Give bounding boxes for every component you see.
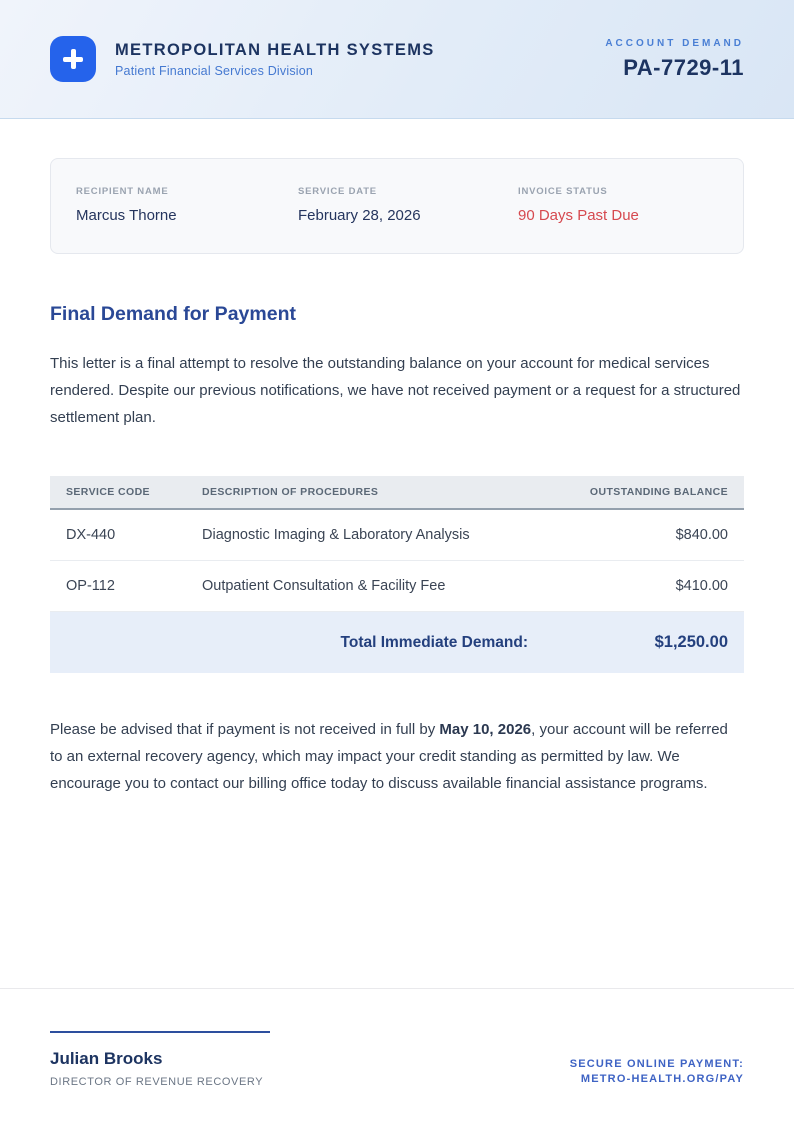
service-date-label: SERVICE DATE [298,186,377,197]
brand-name: METROPOLITAN HEALTH SYSTEMS [115,40,435,59]
signature-block [50,989,270,1088]
outstanding-amount: $410.00 [675,578,728,594]
signer-name: Julian Brooks [50,1049,163,1068]
outstanding-amount: $840.00 [675,527,728,543]
payment-info-block [570,1057,744,1088]
table-header-row [50,476,744,510]
footer-content [50,989,744,1088]
notice-text-after: , your account will be referred to an external recovery agency, which may impact your credit standing as permitted by law. We encourage you to contact our billing office today to discuss available financial assistance programs. [50,721,728,792]
account-demand-label: ACCOUNT DEMAND [605,37,744,49]
brand-text [115,41,435,78]
col-header-balance: OUTSTANDING BALANCE [589,486,728,498]
invoice-status-label: INVOICE STATUS [518,186,608,197]
signature-line [50,1031,270,1033]
invoice-status-field [518,186,718,224]
total-amount: $1,250.00 [654,633,728,651]
service-date-field [298,186,518,224]
account-number: PA-7729-11 [623,54,744,80]
status-badge: 90 Days Past Due [518,207,639,224]
col-header-service-code: SERVICE CODE [66,486,150,498]
recipient-name: Marcus Thorne [76,207,177,224]
summary-card [50,158,744,254]
table-row [50,510,744,561]
service-code: DX-440 [66,527,116,543]
brand-subtitle: Patient Financial Services Division [115,63,314,78]
total-label: Total Immediate Demand: [340,633,528,651]
notice-paragraph [50,716,744,797]
col-header-description: DESCRIPTION OF PROCEDURES [202,486,379,498]
intro-paragraph: This letter is a final attempt to resolve the outstanding balance on your account for medical services rendered. Despite our previous notifications, we have not received payment or a request for a structured settlement plan. [50,355,741,426]
payment-label: SECURE ONLINE PAYMENT: [569,1058,744,1070]
payment-url: METRO-HEALTH.ORG/PAY [580,1073,744,1085]
letterhead [0,0,794,119]
signer-title: DIRECTOR OF REVENUE RECOVERY [50,1076,264,1088]
notice-text-before: Please be advised that if payment is not received in full by [50,721,440,738]
account-block [605,38,744,81]
service-code: OP-112 [66,578,115,594]
procedure-description: Diagnostic Imaging & Laboratory Analysis [202,527,470,543]
hospital-logo [50,36,96,82]
service-date-value: February 28, 2026 [298,207,421,224]
recipient-label: RECIPIENT NAME [76,186,169,197]
charges-table [50,476,744,673]
brand-block [50,36,435,82]
table-row [50,561,744,612]
letter-footer [0,988,794,1123]
procedure-description: Outpatient Consultation & Facility Fee [202,578,446,594]
payment-deadline-date: May 10, 2026 [439,721,532,738]
letter-body [0,119,794,988]
recipient-field [76,186,298,224]
page-title: Final Demand for Payment [50,303,296,325]
total-row [50,612,744,673]
